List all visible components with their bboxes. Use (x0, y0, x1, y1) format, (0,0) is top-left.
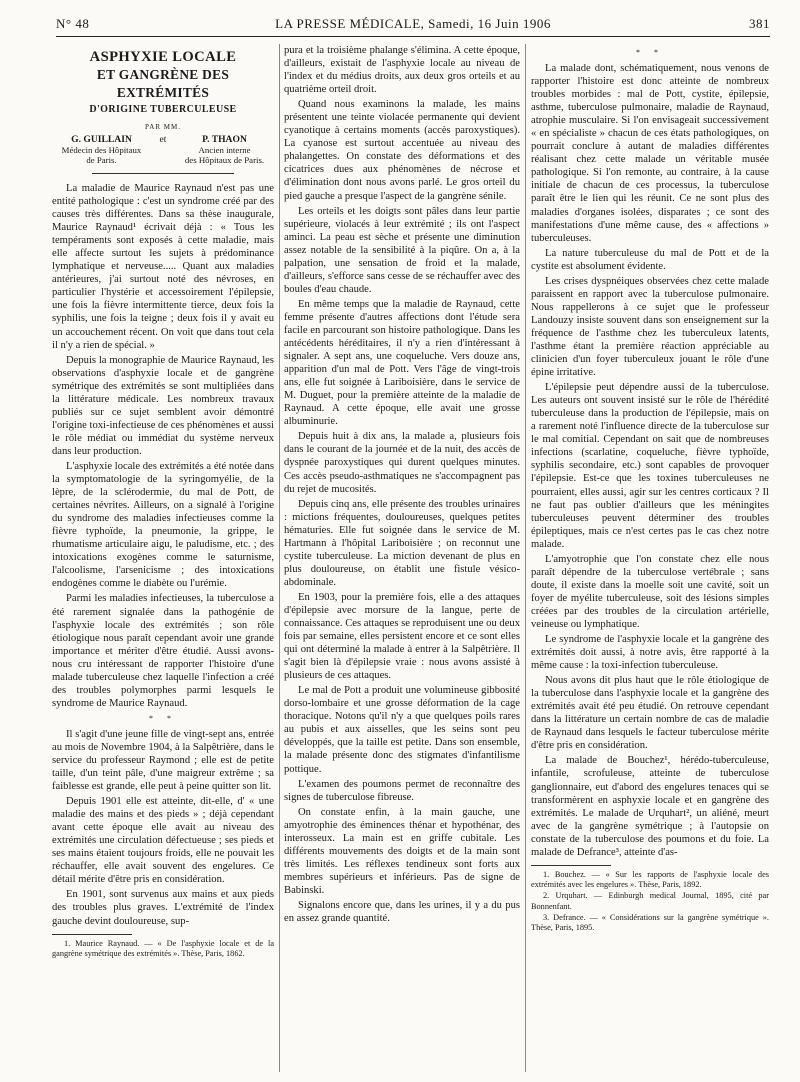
author-1-role-1: Médecin des Hôpitaux (61, 145, 142, 155)
footnote-rule (52, 934, 132, 935)
column-3 (531, 44, 769, 1074)
issue-number: N° 48 (56, 16, 90, 31)
paragraph-continued: pura et la troisième phalange s'élimina. A cette époque, d'ailleurs, existait de l'asphyxie locale au niveau de l'index et du médius droits, aux deux gros orteils et au quatrième orteil droit. (284, 45, 520, 96)
column-1 (52, 44, 274, 1074)
article-subtitle: D'ORIGINE TUBERCULEUSE (89, 104, 237, 115)
paragraph: Le mal de Pott a produit une volumineuse gibbosité dorso-lombaire et une grosse déformation de la cage thoracique. Notons qu'il n'y a que quelques poils rares au pubis et aux aisselles, que les seins sont peu développés, que la taille est petite. Dans son ensemble, la malade présente donc des stigmates d'infantilisme pottique. (284, 685, 520, 775)
author-2-role-1: Ancien interne (198, 145, 251, 155)
column-2 (284, 44, 520, 1074)
author-2-role-2: des Hôpitaux de Paris. (184, 155, 265, 165)
paragraph: En même temps que la maladie de Raynaud, cette femme présente d'autres affections dont l'étude sera facile en parcourant son histoire pathologique. Dans les antécédents héréditaires, il n'y a rien d'intéressant à signaler. A sept ans, une coqueluche. Vers douze ans, apparition d'un mal de Pott. Vers l'âge de vingt-trois ans, elle fut soignée à Lariboisière, dans le service de M. Duguet, pour la première atteinte de la maladie de Raynaud. A cette époque, elle avait une grosse albuminurie. (284, 298, 520, 428)
section-separator: * * (636, 48, 664, 57)
paragraph: En 1901, sont survenus aux mains et aux pieds des troubles plus graves. L'extrémité de l'index gauche devint douloureuse, sup- (52, 889, 274, 927)
footnote: 1. Bouchez. — « Sur les rapports de l'asphyxie locale des extrémités avec les engelures ». Thèse, Paris, 1892. (531, 869, 769, 890)
paragraph: Depuis 1901 elle est atteinte, dit-elle, d' « une maladie des mains et des pieds » ; déjà cependant avant cette époque elle avait au niveau des extrémités une circulation défectueuse ; ses pieds et ses mains étaient toujours froids, elle ne pouvait les réchauffer, elle avait souvent des engelures. Ce détail mérite d'être pris en considération. (52, 796, 274, 886)
paragraph: En 1903, pour la première fois, elle a des attaques d'épilepsie avec morsure de la langue, perte de connaissance. Ces attaques se reproduisent une ou deux fois par semaine, elles persistent encore et ce sont elles qui ont déterminé la malade à entrer à la Salpêtrière. Il s'agit bien là d'épilepsie vraie : nous avons assisté à plusieurs de ces attaques. (284, 591, 520, 682)
paragraph: Parmi les maladies infectieuses, la tuberculose a été rarement signalée dans la pathogénie de l'asphyxie locale des extrémités ; son rôle étiologique nous paraît cependant avoir une grande importance et mériter d'être étudié. Aussi avons-nous cru intéressant de rapporter l'histoire d'une malade tuberculeuse chez laquelle l'infection a créé des troubles polymorphes parmi lesquels le syndrome de Maurice Raynaud. (52, 593, 274, 709)
author-2-name: P. THAON (202, 134, 247, 145)
paragraph: La maladie de Maurice Raynaud n'est pas une entité pathologique : c'est un syndrome créé par des causes très différentes. Dans sa thèse inaugurale, Maurice Raynaud¹ écrivait déjà : « Tous les tempéraments sont exposés à cette maladie, mais elle affecte surtout les sujets à prédominance lymphatique et nerveuse..... Quant aux maladies antérieures, j'ai surtout noté des névroses, en particulier l'hystérie et accessoirement l'épilepsie, une fois la fièvre intermittente tierce, deux fois la syphilis, une fois la teigne ; deux fois il y avait eu un accouchement récent. On voit que dans tout cela il n'y a rien de spécial. » (52, 183, 274, 351)
column-divider-2 (525, 44, 526, 1072)
paragraph: Depuis la monographie de Maurice Raynaud, les observations d'asphyxie locale et de gangrène symétrique des extrémités se sont multipliées dans la littérature médicale. Les nombreux travaux publiés sur ce sujet semblent avoir démontré l'origine toxi-infectieuse de ces phénomènes et aussi le rôle médiat ou immédiat du système nerveux dans leur production. (52, 354, 274, 457)
article-title-line-2: ET GANGRÈNE DES EXTRÉMITÉS (96, 67, 230, 100)
journal-title: LA PRESSE MÉDICALE, Samedi, 16 Juin 1906 (275, 16, 551, 31)
author-1-role-2: de Paris. (86, 155, 117, 165)
paragraph: Nous avons dit plus haut que le rôle étiologique de la tuberculose dans l'asphyxie locale et la gangrène des extrémités avait été peu étudié. On retrouve cependant dans la littérature un certain nombre de cas de maladie de Raynaud dans lesquels le facteur tuberculose mérite d'être pris en considération. (531, 675, 769, 752)
page-number: 381 (749, 16, 770, 31)
by-line: PAR MM. (145, 123, 181, 131)
author-1-name: G. GUILLAIN (71, 134, 132, 145)
paragraph: Depuis huit à dix ans, la malade a, plusieurs fois dans le courant de la journée et de la nuit, des accès de dyspnée paroxystiques qui durent quelques minutes. Ces accès pseudo-asthmatiques ne s'accompagnent pas du rejet de mucosités. (284, 431, 520, 495)
paragraph: On constate enfin, à la main gauche, une amyotrophie des éminences thénar et hypothénar, des interosseux. La main est en griffe cubitale. Les différents mouvements des doigts et de la main sont très limités. Les réflexes tendineux sont forts aux membres supérieurs et inférieurs. Pas de signe de Babinski. (284, 806, 520, 896)
paragraph: Les crises dyspnéiques observées chez cette malade paraissent en rapport avec la tuberculose pulmonaire. Nous rappellerons à ce sujet que le professeur Landouzy insiste souvent dans son enseignement sur la fréquence de l'asthme chez les tuberculeux latents, l'asthme étant la première réaction appréciable au clinicien d'un foyer tuberculeux jouant le rôle d'une épine irritative. (531, 275, 769, 379)
section-separator: * * (149, 713, 177, 723)
paragraph: L'épilepsie peut dépendre aussi de la tuberculose. Les auteurs ont souvent insisté sur le rôle de l'hérédité tuberculeuse dans la production de l'épilepsie, mais on a rarement noté l'influence directe de la tuberculose sur le mal comitial. Cependant on sait que de nombreuses infections (scarlatine, coqueluche, fièvre typhoïde, syphilis secondaire, etc.) sont capables de provoquer l'épilepsie. Est-ce que les toxines tuberculeuses ne pourraient, elles aussi, agir sur les centres corticaux ? Il ne faut pas oublier d'ailleurs que les méningites tuberculeuses peuvent déterminer des troubles épileptiques, mais ce n'est certes pas le cas chez notre malade. (531, 382, 769, 550)
article-title-block (52, 44, 274, 174)
authors-conjunction: et (159, 134, 167, 145)
paragraph: La malade dont, schématiquement, nous venons de rapporter l'histoire est donc atteinte de nombreux troubles morbides : mal de Pott, cystite, épilepsie, asthme, tuberculose pulmonaire, maladie de Raynaud, atrophie musculaire. Si l'on envisageait successivement « en spécialiste » chacun de ces états pathologiques, on pourrait conclure à autant de maladies différentes réalisant chez cette malade un véritable musée pathologique. Si l'on remonte, au contraire, à la cause initiale de chacun de ces processus, la tuberculose paraît être le lien qui les réunit. Ce ne sont plus des maladies d'organes isolées, disparates ; ce sont des manifestations d'une même cause, des « affections » tuberculeuses. (531, 63, 769, 244)
paragraph: Signalons encore que, dans les urines, il y a du pus en assez grande quantité. (284, 900, 520, 925)
footnote-rule (531, 865, 611, 866)
authors (52, 135, 274, 165)
paragraph: Depuis cinq ans, elle présente des troubles urinaires : mictions fréquentes, douloureuses, quelques petites hématuries. Elle fut soignée dans le service de M. Hartmann à l'hôpital Lariboisière ; on reconnut une cystite tuberculeuse. La miction devenant de plus en plus douloureuse, on établit une fistule vésico-abdominale. (284, 498, 520, 588)
author-2 (175, 135, 274, 165)
paragraph: La malade de Bouchez¹, hérédo-tuberculeuse, infantile, scrofuleuse, atteinte de tuberculose ganglionnaire, eut d'abord des engelures tenaces qui se transformèrent en asphyxie locale et en gangrène des extrémités. Le malade de Urquhart², un aliéné, meurt avec de la gangrène symétrique ; à l'autopsie on constate de la tuberculose des poumons et du foie. La malade de Defrance³, atteinte d'as- (531, 755, 769, 858)
author-1 (52, 135, 151, 165)
column-divider-1 (279, 44, 280, 1072)
footnote: 3. Defrance. — « Considérations sur la gangrène symétrique ». Thèse, Paris, 1895. (531, 913, 769, 933)
footnote: 1. Maurice Raynaud. — « De l'asphyxie locale et de la gangrène symétrique des extrémités ». Thèse, Paris, 1862. (52, 938, 274, 958)
paragraph: Les orteils et les doigts sont pâles dans leur partie supérieure, violacés à leur extrémité ; ils ont l'aspect aminci. La peau est sèche et présente une diminution assez notable de la sensibilité à la piqûre. On a, à la palpation, une sensation de froid et la malade, d'ailleurs, s'efforce sans cesse de se réchauffer avec des boules d'eau chaude. (284, 205, 520, 295)
page-header (56, 14, 770, 37)
paragraph: L'asphyxie locale des extrémités a été notée dans la symptomatologie de la syringomyélie, de la lèpre, de la sclérodermie, du mal de Pott, de certaines névrites. Ailleurs, on a signalé à l'origine du syndrome des maladies infectieuses comme la fièvre typhoïde, la pneumonie, la grippe, le rhumatisme articulaire aigu, le paludisme, etc. ; des intoxications exogènes comme le saturnisme, l'alcoolisme, l'arsenicisme ; des intoxications endogènes comme le diabète ou l'urémie. (52, 460, 274, 590)
title-rule (92, 173, 234, 174)
footnote: 2. Urquhart. — Edinburgh medical Journal, 1895, cité par Bonnenfant. (531, 891, 769, 911)
paragraph: Le syndrome de l'asphyxie locale et la gangrène des extrémités doit aussi, à notre avis, être rapporté à la même cause : la toxi-infection tuberculeuse. (531, 634, 769, 672)
paragraph: Il s'agit d'une jeune fille de vingt-sept ans, entrée au mois de Novembre 1904, à la Salpêtrière, dans le service du professeur Raymond ; elle est de petite taille, d'un teint pâle, d'une maigreur extrême ; sa faiblesse est grande, elle peut à peine quitter son lit. (52, 728, 274, 793)
article-title-line-1: ASPHYXIE LOCALE (89, 49, 237, 65)
paragraph: La nature tuberculeuse du mal de Pott et de la cystite est absolument évidente. (531, 247, 769, 272)
paragraph: Quand nous examinons la malade, les mains présentent une teinte violacée permanente qui devient cyanotique à certains moments (accès paroxystiques). La cyanose est surtout accentuée au niveau des phalangettes. On constate des déformations et des cicatrices dues aux phénomènes de nécrose et d'élimination dont nous avons parlé. Le gros orteil du pied gauche a presque l'aspect de la gangrène sénile. (284, 99, 520, 202)
paragraph: L'amyotrophie que l'on constate chez elle nous paraît dépendre de la tuberculose vertébrale ; sans doute, il existe dans la moelle soit une cavité, soit un foyer de myélite tuberculeuse, soit des lésions simples créées par des troubles de la circulation artérielle, veineuse ou lymphatique. (531, 553, 769, 630)
paragraph: L'examen des poumons permet de reconnaître des signes de tuberculose fibreuse. (284, 778, 520, 803)
